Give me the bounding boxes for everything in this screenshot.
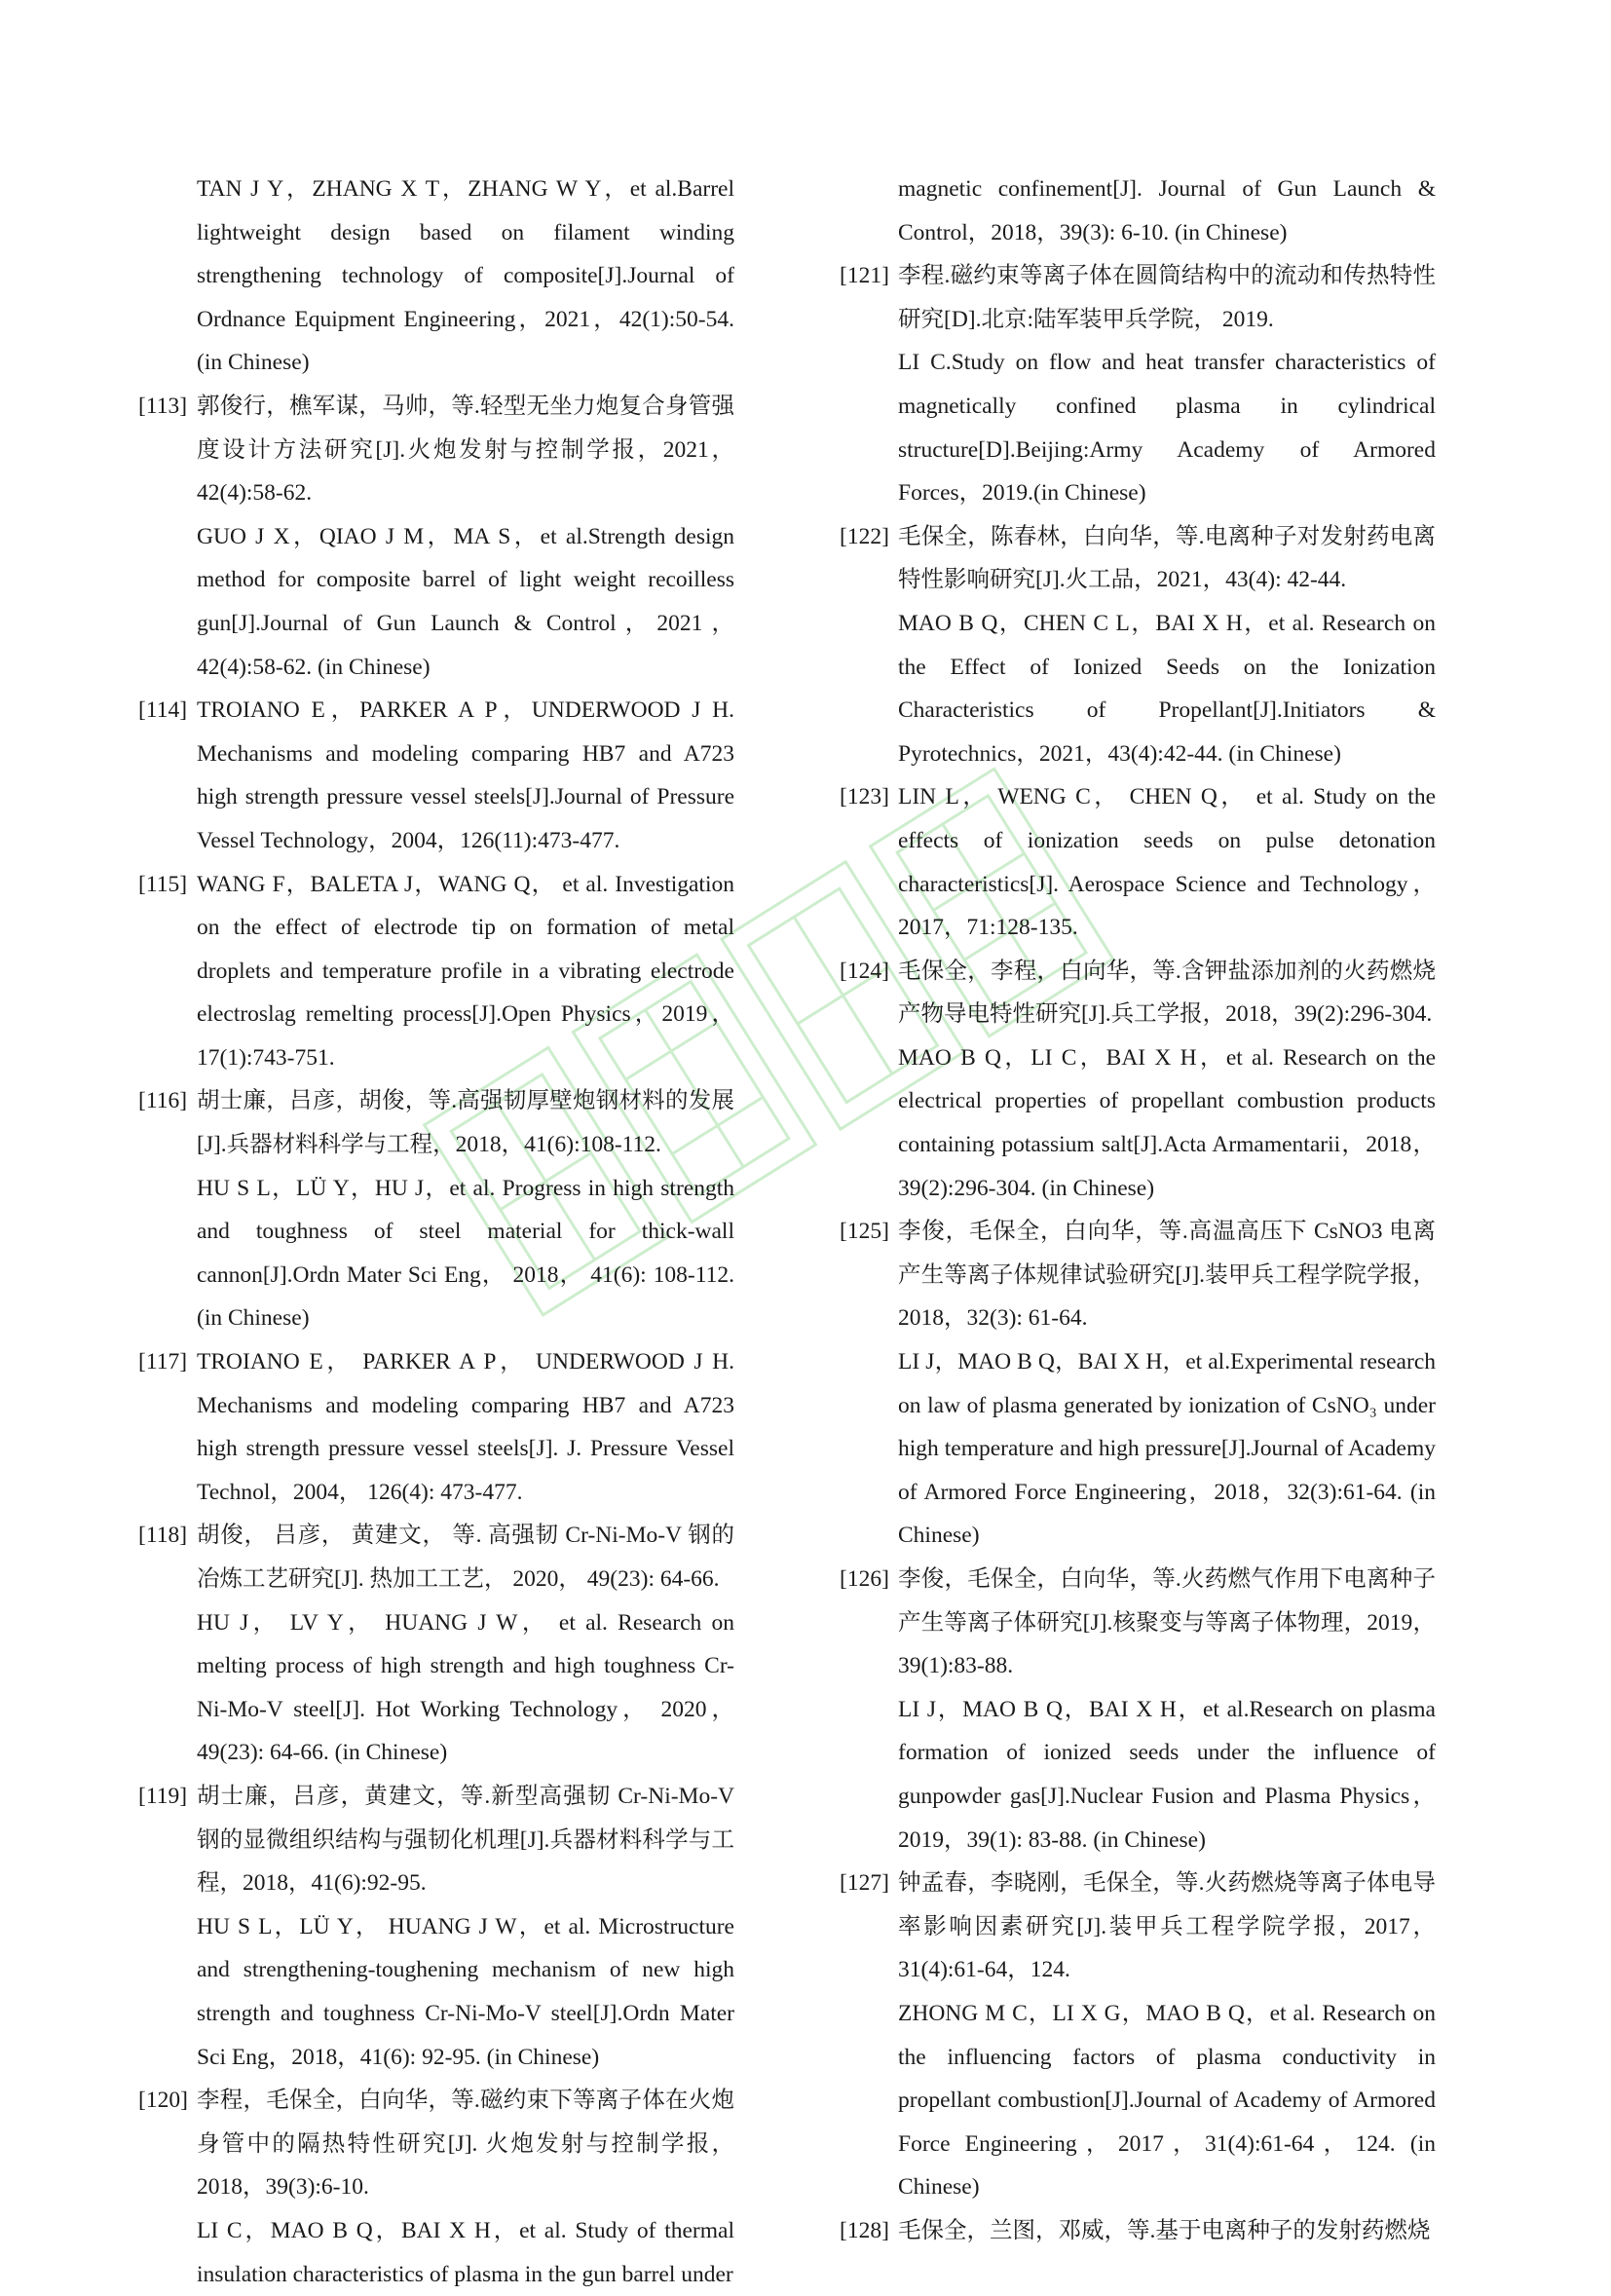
reference-english: WANG F，BALETA J，WANG Q， et al. Investigation on the effect of electrode tip on formation of metal droplets and temperature profile in a vibrating electrode electroslag remelting process[J].Open Physics，2019，17(1):743-751. <box>197 871 734 1071</box>
reference-english: HU S L，LÜ Y， HUANG J W，et al. Microstructure and strengthening-toughening mechanism of new high strength and toughness Cr-Ni-Mo-V steel[J].Ordn Mater Sci Eng，2018，41(6): 92-95. (in Chinese) <box>197 1913 734 2070</box>
reference-number: [127] <box>840 1870 889 1897</box>
reference-english: MAO B Q，CHEN C L，BAI X H，et al. Research on the Effect of Ionized Seeds on the Ionization Characteristics of Propellant[J].Initiators & Pyrotechnics，2021，43(4):42-44. (in Chinese) <box>898 610 1436 767</box>
reference-item <box>840 1210 1436 1558</box>
reference-continuation <box>138 168 734 385</box>
reference-item <box>138 1340 734 1514</box>
reference-chinese: 李俊，毛保全，白向华，等.火药燃气作用下电离种子产生等离子体研究[J].核聚变与等离子体物理，2019，39(1):83-88. <box>898 1566 1436 1679</box>
reference-item <box>138 1514 734 1775</box>
reference-item <box>138 1775 734 2079</box>
reference-english: TROIANO E， PARKER A P， UNDERWOOD J H. Mechanisms and modeling comparing HB7 and A723 high strength pressure vessel steels[J]. J. Pressure Vessel Technol，2004， 126(4): 473-477. <box>197 1349 734 1505</box>
reference-number: [118] <box>138 1523 188 1549</box>
reference-english: ZHONG M C，LI X G，MAO B Q，et al. Research on the influencing factors of plasma conductivity in propellant combustion[J].Journal of Academy of Armored Force Engineering，2017，31(4):61-64，124. (in Chinese) <box>898 2000 1436 2201</box>
reference-chinese: 毛保全，李程，白向华，等.含钾盐添加剂的火药燃烧产物导电特性研究[J].兵工学报，2018，39(2):296-304. <box>898 958 1436 1028</box>
reference-english: GUO J X，QIAO J M，MA S，et al.Strength design method for composite barrel of light weight recoilless gun[J].Journal of Gun Launch & Control，2021，42(4):58-62. (in Chinese) <box>197 523 734 680</box>
reference-chinese: 郭俊行，樵军谋，马帅，等.轻型无坐力炮复合身管强度设计方法研究[J].火炮发射与控制学报，2021，42(4):58-62. <box>197 393 734 507</box>
reference-item <box>840 950 1436 1211</box>
reference-number: [128] <box>840 2217 889 2243</box>
reference-english: LI C.Study on flow and heat transfer characteristics of magnetically confined plasma in cylindrical structure[D].Beijing:Army Academy of Armored Forces，2019.(in Chinese) <box>898 350 1436 507</box>
reference-item <box>840 775 1436 949</box>
reference-item <box>840 254 1436 515</box>
reference-number: [122] <box>840 523 889 549</box>
reference-number: [114] <box>138 697 188 724</box>
reference-number: [117] <box>138 1349 188 1375</box>
reference-number: [120] <box>138 2088 188 2114</box>
reference-item <box>840 1862 1436 2209</box>
reference-english: LI J，MAO B Q，BAI X H，et al.Experimental research on law of plasma generated by ionization of CsNO₃ under high temperature and high pressure[J].Journal of Academy of Armored Force Engineering，2018，32(3):61-64. (in Chinese) <box>898 1349 1436 1549</box>
reference-item <box>138 385 734 689</box>
reference-chinese: 毛保全，兰图，邓威，等.基于电离种子的发射药燃烧 <box>898 2217 1431 2243</box>
reference-english: LI J，MAO B Q，BAI X H，et al.Research on plasma formation of ionized seeds under the influence of gunpowder gas[J].Nuclear Fusion and Plasma Physics，2019，39(1): 83-88. (in Chinese) <box>898 1696 1436 1853</box>
reference-chinese: 胡士廉，吕彦，黄建文，等.新型高强韧 Cr-Ni-Mo-V 钢的显微组织结构与强韧化机理[J].兵器材料科学与工程，2018，41(6):92-95. <box>197 1783 734 1897</box>
reference-item <box>840 2209 1436 2253</box>
reference-chinese: 李程，毛保全，白向华，等.磁约束下等离子体在火炮身管中的隔热特性研究[J]. 火炮发射与控制学报， 2018，39(3):6-10. <box>197 2088 734 2201</box>
reference-number: [123] <box>840 784 889 810</box>
reference-english: TROIANO E，PARKER A P，UNDERWOOD J H. Mechanisms and modeling comparing HB7 and A723 high strength pressure vessel steels[J].Journal of Pressure Vessel Technology，2004，126(11):473-477. <box>197 697 734 853</box>
reference-chinese: 胡士廉，吕彦，胡俊，等.高强韧厚壁炮钢材料的发展[J].兵器材料科学与工程，2018，41(6):108-112. <box>197 1088 734 1158</box>
left-column <box>138 168 734 2296</box>
reference-chinese: 李俊，毛保全，白向华，等.高温高压下 CsNO3 电离产生等离子体规律试验研究[J].装甲兵工程学院学报，2018，32(3): 61-64. <box>898 1219 1436 1332</box>
reference-number: [121] <box>840 263 889 289</box>
reference-item <box>840 515 1436 776</box>
reference-english: TAN J Y，ZHANG X T，ZHANG W Y，et al.Barrel lightweight design based on filament winding strengthening technology of composite[J].Journal of Ordnance Equipment Engineering，2021，42(1):50-54. (in Chinese) <box>197 176 734 376</box>
reference-chinese: 李程.磁约束等离子体在圆筒结构中的流动和传热特性研究[D].北京:陆军装甲兵学院， 2019. <box>898 263 1436 332</box>
reference-item <box>840 1558 1436 1862</box>
reference-english: HU S L，LÜ Y，HU J，et al. Progress in high strength and toughness of steel material for thick-wall cannon[J].Ordn Mater Sci Eng， 2018， 41(6): 108-112. (in Chinese) <box>197 1175 734 1332</box>
reference-number: [124] <box>840 958 889 984</box>
reference-chinese: 胡俊， 吕彦， 黄建文， 等. 高强韧 Cr-Ni-Mo-V 钢的冶炼工艺研究[J]. 热加工工艺， 2020， 49(23): 64-66. <box>197 1523 734 1592</box>
reference-number: [115] <box>138 871 188 897</box>
right-column <box>840 168 1436 2253</box>
reference-number: [125] <box>840 1219 889 1245</box>
reference-item <box>138 1079 734 1340</box>
reference-number: [126] <box>840 1566 889 1592</box>
reference-number: [119] <box>138 1783 188 1809</box>
reference-continuation <box>840 168 1436 254</box>
reference-english: HU J， LV Y， HUANG J W， et al. Research on melting process of high strength and high toughness Cr-Ni-Mo-V steel[J]. Hot Working Technology， 2020， 49(23): 64-66. (in Chinese) <box>197 1609 734 1766</box>
reference-english: MAO B Q，LI C，BAI X H，et al. Research on the electrical properties of propellant combustion products containing potassium salt[J].Acta Armamentarii，2018，39(2):296-304. (in Chinese) <box>898 1044 1436 1201</box>
reference-item <box>138 2079 734 2296</box>
reference-english: LI C，MAO B Q，BAI X H，et al. Study of thermal insulation characteristics of plasma in the gun barrel under <box>197 2217 734 2287</box>
reference-chinese: 毛保全，陈春林，白向华，等.电离种子对发射药电离特性影响研究[J].火工品，2021，43(4): 42-44. <box>898 523 1436 593</box>
reference-number: [116] <box>138 1088 188 1114</box>
reference-item <box>138 689 734 862</box>
reference-chinese: 钟孟春，李晓刚，毛保全，等.火药燃烧等离子体电导率影响因素研究[J].装甲兵工程学院学报，2017，31(4):61-64，124. <box>898 1870 1436 1983</box>
reference-number: [113] <box>138 393 188 419</box>
reference-item <box>138 863 734 1080</box>
reference-english: LIN L， WENG C， CHEN Q， et al. Study on the effects of ionization seeds on pulse detonation characteristics[J]. Aerospace Science and Technology，2017，71:128-135. <box>898 784 1436 941</box>
reference-english: magnetic confinement[J]. Journal of Gun Launch & Control，2018，39(3): 6-10. (in Chinese) <box>898 176 1436 245</box>
